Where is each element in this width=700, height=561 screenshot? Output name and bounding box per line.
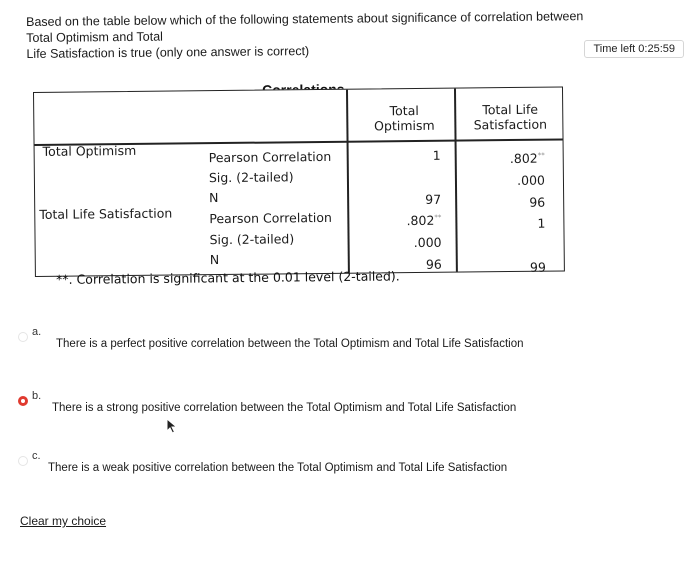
stat-label: N [209,190,219,206]
stat-label: Pearson Correlation [209,209,332,227]
radio-button-a[interactable] [18,332,28,342]
correlations-table [33,86,565,277]
value-text: .802 [509,150,538,167]
stat-label: N [209,252,220,268]
significance-mark: ** [537,151,545,160]
value-cell: 96 [529,194,546,210]
significance-mark: ** [434,213,442,222]
column-header-total-life-satisfaction: Total Life Satisfaction [473,101,548,133]
question-text [26,8,586,62]
answer-option-c[interactable] [18,450,618,490]
mouse-pointer-icon [166,418,178,434]
value-text: .802 [406,212,435,229]
value-cell: 96 [425,256,442,272]
table-divider [454,89,457,272]
value-cell: .000 [517,172,546,188]
stat-label: Sig. (2-tailed) [209,231,295,248]
radio-button-c[interactable] [18,456,28,466]
radio-button-b[interactable] [18,396,28,406]
option-letter: b. [32,390,42,402]
value-cell: 99 [529,259,546,275]
option-letter: c. [32,450,41,462]
option-text: There is a strong positive correlation between the Total Optimism and Total Life Satisfaction [52,402,517,414]
table-divider [346,90,349,273]
table-footnote: **. Correlation is significant at the 0.01 level (2-tailed). [56,268,400,287]
option-text: There is a weak positive correlation between the Total Optimism and Total Life Satisfaction [48,462,508,474]
value-cell: .000 [413,234,442,251]
row-label-total-optimism: Total Optimism [42,142,137,159]
value-cell [465,151,545,167]
value-cell: 97 [425,191,442,207]
value-cell [365,213,441,229]
option-text: There is a perfect positive correlation between the Total Optimism and Total Life Satisfaction [56,338,524,350]
row-label-total-life-satisfaction: Total Life Satisfaction [39,205,173,222]
stat-label: Pearson Correlation [208,148,332,166]
question-line-2: Life Satisfaction is true (only one answer is correct) [26,44,310,61]
value-cell: 1 [537,215,546,231]
time-left-badge: Time left 0:25:59 [584,40,684,58]
column-header-total-optimism: Total Optimism [374,102,435,134]
value-cell: 1 [432,147,441,163]
stat-label: Sig. (2-tailed) [208,169,294,186]
answer-option-a[interactable] [18,326,618,366]
option-letter: a. [32,326,42,338]
clear-my-choice-link[interactable]: Clear my choice [20,514,107,528]
question-line-1: Based on the table below which of the following statements about significance of correlation between Total Optimism and Total [26,9,584,45]
answer-option-b[interactable] [18,390,618,430]
